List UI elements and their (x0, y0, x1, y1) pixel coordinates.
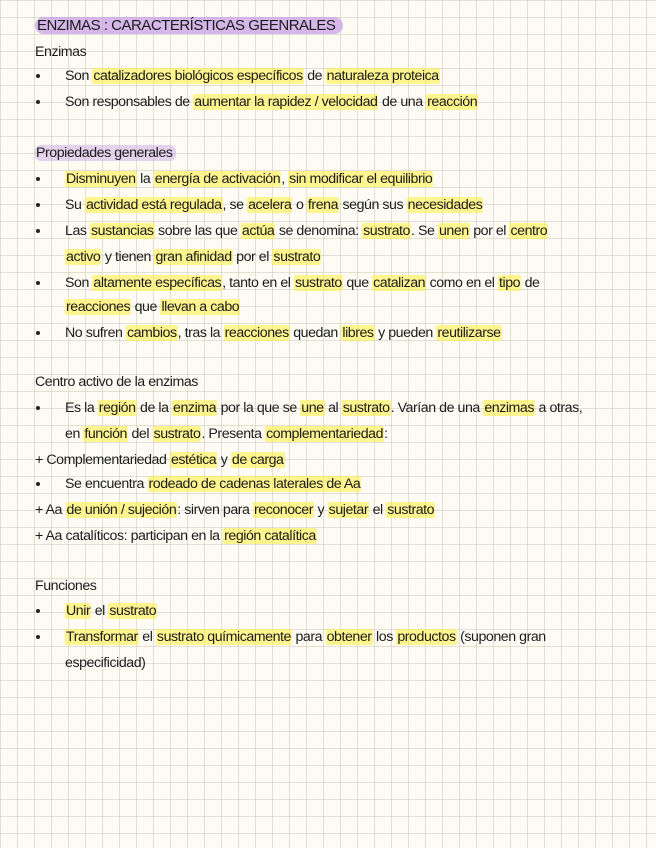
text-segment: al (324, 400, 342, 416)
text-segment: y pueden (374, 325, 437, 341)
text-segment: especificidad) (65, 655, 146, 671)
text-segment: . Presenta (201, 426, 266, 442)
text-line (65, 196, 483, 214)
highlighted-text: reutilizarse (437, 325, 501, 341)
bullet-dot (36, 229, 40, 233)
text-line (65, 67, 440, 85)
section-heading-enzimas: Enzimas (35, 44, 87, 60)
section-heading-funciones: Funciones (35, 578, 97, 594)
text-segment: (suponen gran (456, 629, 546, 645)
bullet-dot (36, 281, 40, 285)
highlighted-text: de carga (231, 452, 284, 468)
text-segment: sobre las que (154, 223, 241, 239)
highlighted-text: productos (397, 629, 456, 645)
highlighted-text: catalizadores biológicos específicos (93, 68, 303, 84)
text-segment: y tienen (101, 249, 155, 265)
highlighted-text: necesidades (407, 197, 483, 213)
text-segment: . Se (411, 223, 438, 239)
bullet-dot (36, 482, 40, 486)
section-heading-propiedades: Propiedades generales (35, 144, 176, 162)
text-segment: el (91, 603, 109, 619)
highlighted-text: libres (342, 325, 374, 341)
highlighted-text: reacciones (66, 299, 131, 315)
text-line (35, 527, 317, 545)
text-line (65, 324, 502, 342)
highlighted-text: activo (66, 249, 101, 265)
bullet-dot (36, 177, 40, 181)
bullet-dot (36, 635, 40, 639)
text-segment: por el (232, 249, 273, 265)
highlighted-text: unen (438, 223, 469, 239)
highlighted-text: actúa (241, 223, 275, 239)
highlighted-text: de unión / sujeción (66, 502, 177, 518)
text-segment: , (281, 171, 289, 187)
section-heading-centro: Centro activo de la enzimas (35, 374, 198, 390)
highlighted-text: sustancias (91, 223, 154, 239)
highlighted-text: función (84, 426, 127, 442)
highlighted-text: aumentar la rapidez / velocidad (194, 94, 378, 110)
text-segment: Son responsables de (65, 94, 194, 110)
text-segment: y (217, 452, 231, 468)
highlighted-text: une (301, 400, 324, 416)
highlighted-text: altamente específicas (93, 275, 222, 291)
text-segment: Son (65, 275, 93, 291)
highlighted-text: acelera (248, 197, 292, 213)
bullet-dot (36, 406, 40, 410)
text-line (35, 451, 285, 469)
highlighted-text: sustrato (387, 502, 435, 518)
highlighted-text: reacciones (224, 325, 289, 341)
highlighted-text: cambios (126, 325, 177, 341)
text-segment: se denomina: (275, 223, 363, 239)
bullet-dot (36, 331, 40, 335)
highlighted-text: enzima (173, 400, 217, 416)
text-segment: a otras, (535, 400, 583, 416)
highlighted-text: gran afinidad (155, 249, 232, 265)
highlighted-text: estética (170, 452, 217, 468)
highlighted-text: Transformar (66, 629, 138, 645)
highlighted-text: sustrato (273, 249, 321, 265)
text-segment: los (372, 629, 397, 645)
highlighted-text: complementariedad (266, 426, 384, 442)
text-segment: de (303, 68, 326, 84)
text-segment: + Aa catalíticos: participan en la (35, 528, 224, 544)
text-segment: la (136, 171, 154, 187)
text-segment: quedan (289, 325, 342, 341)
text-line (65, 628, 546, 646)
text-segment: Las (65, 223, 91, 239)
text-line (65, 93, 478, 111)
highlighted-text: sujetar (328, 502, 369, 518)
bullet-dot (36, 74, 40, 78)
highlighted-text: actividad está regulada (85, 197, 222, 213)
text-segment: de (521, 275, 540, 291)
highlighted-text: sustrato (109, 603, 157, 619)
highlighted-text: frena (307, 197, 339, 213)
text-line (65, 298, 240, 316)
text-segment: según sus (339, 197, 407, 213)
text-segment: Es la (65, 400, 98, 416)
text-segment: , tras la (177, 325, 224, 341)
bullet-dot (36, 609, 40, 613)
highlighted-text: catalizan (373, 275, 426, 291)
text-segment: por el (469, 223, 510, 239)
text-line (65, 170, 433, 188)
highlighted-text: sustrato (294, 275, 342, 291)
highlighted-text: sustrato (363, 223, 410, 239)
highlighted-text: llevan a cabo (161, 299, 240, 315)
text-segment: + Aa (35, 502, 66, 518)
text-segment: No sufren (65, 325, 126, 341)
text-segment: que (131, 299, 161, 315)
highlighted-text: región catalítica (224, 528, 316, 544)
text-segment: + Complementariedad (35, 452, 170, 468)
highlighted-text: energía de activación (154, 171, 281, 187)
text-segment: Se encuentra (65, 476, 148, 492)
highlighted-text: tipo (499, 275, 521, 291)
text-segment: . Varían de una (390, 400, 484, 416)
text-segment: como en el (426, 275, 498, 291)
text-line (65, 602, 157, 620)
highlighted-text: centro (510, 223, 548, 239)
text-segment: , se (222, 197, 248, 213)
highlighted-text: región (98, 400, 136, 416)
text-segment: el (369, 502, 387, 518)
bullet-dot (36, 100, 40, 104)
highlighted-text: obtener (326, 629, 372, 645)
text-segment: el (138, 629, 156, 645)
text-segment: y (314, 502, 328, 518)
text-segment: en (65, 426, 84, 442)
highlighted-text: enzimas (484, 400, 535, 416)
text-line (65, 654, 145, 672)
text-segment: por la que se (217, 400, 301, 416)
text-segment: , tanto en el (222, 275, 294, 291)
text-segment: Son (65, 68, 93, 84)
text-segment: : (384, 426, 388, 442)
text-segment: del (127, 426, 153, 442)
highlighted-text: sin modificar el equilibrio (289, 171, 433, 187)
highlighted-text: reacción (427, 94, 478, 110)
text-segment: que (342, 275, 373, 291)
text-line (65, 399, 582, 417)
highlighted-text: rodeado de cadenas laterales de Aa (148, 476, 361, 492)
highlighted-text: Unir (66, 603, 91, 619)
highlighted-text: Disminuyen (66, 171, 136, 187)
text-segment: para (292, 629, 326, 645)
page-title: ENZIMAS : CARACTERÍSTICAS GEENRALES (35, 17, 343, 35)
text-line (35, 501, 435, 519)
text-line (65, 248, 321, 266)
highlighted-text: reconocer (253, 502, 314, 518)
highlighted-text: sustrato (342, 400, 390, 416)
text-segment: Su (65, 197, 85, 213)
highlighted-text: naturaleza proteica (326, 68, 439, 84)
text-segment: : sirven para (177, 502, 253, 518)
text-segment: de la (136, 400, 173, 416)
text-segment: de una (378, 94, 427, 110)
highlighted-text: sustrato (153, 426, 201, 442)
text-segment: o (292, 197, 307, 213)
text-line (65, 274, 539, 292)
text-line (65, 222, 548, 240)
text-line (65, 425, 388, 443)
bullet-dot (36, 203, 40, 207)
highlighted-text: sustrato químicamente (156, 629, 291, 645)
text-line (65, 475, 361, 493)
